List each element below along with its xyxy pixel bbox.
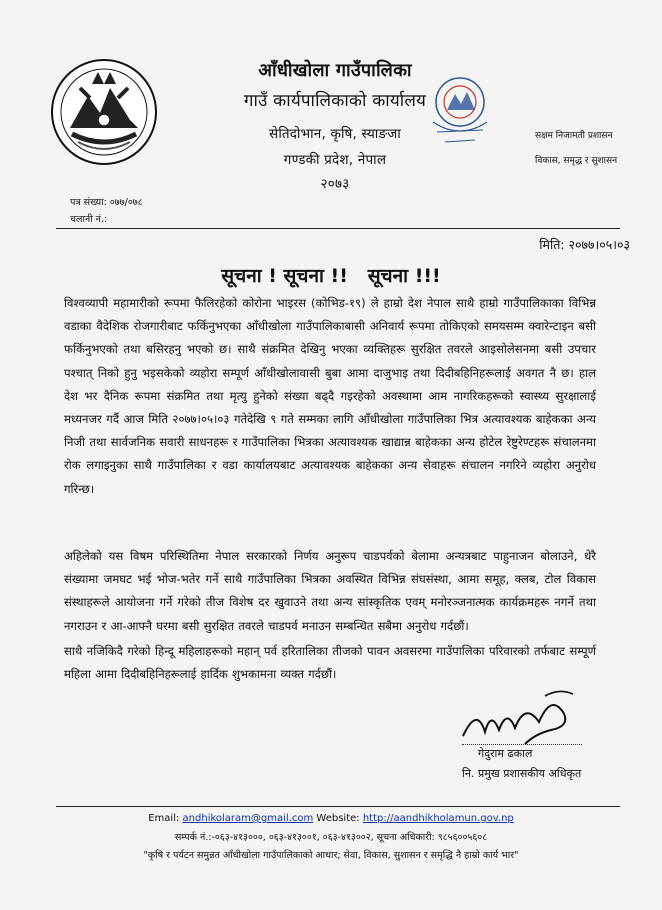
handwritten-signature — [455, 686, 585, 752]
motto-line-2: विकास, समृद्ध र सुशासन — [535, 156, 618, 166]
notice-heading: सूचना ! सूचना !! सूचना !!! — [221, 265, 441, 287]
office-province: गण्डकी प्रदेश, नेपाल — [283, 152, 387, 168]
paragraph-2: अहिलेको यस विषम परिस्थितिमा नेपाल सरकारको निर्णय अनुरूप चाडपर्वको बेलामा अन्यत्रबाट पाहुनाजन बोलाउने, धेरै संख्यामा जमघट भई भोज-भतेर गर्ने साथै गाउँपालिका भित्रका अवस्थित विभिन्न संघसंस्था, आमा समूह, क्लब, टोल विकास संस्थाहरूले आयोजना गर्ने गरेको तीज विशेष दर खुवाउने तथा अन्य सांस्कृतिक एवम् मनोरञ्जनात्मक कार्यक्रमहरू नगर्ने तथा नगराउन र आ-आफ्नै घरमा बसी सुरक्षित तवरले चाडपर्व मनाउन सम्बन्धित सबैमा अनुरोध गर्दछौं। — [64, 549, 596, 633]
municipality-seal-stamp — [415, 72, 505, 150]
footer-contact-links — [0, 813, 662, 824]
office-address: सेतिदोभान, कृषि, स्याङजा — [269, 126, 401, 142]
notice-date: मिति: २०७७।०५।०३ — [539, 237, 630, 252]
footer-phone-numbers: सम्पर्क नं.:-०६३-४१३०००, ०६३-४१३००१, ०६३-४१३००२, सूचना अधिकारी: ९८५६००५६०८ — [174, 832, 488, 843]
email-label: Email: — [148, 813, 180, 824]
signature-line — [462, 744, 582, 745]
motto-line-1: सक्षम निजामती प्रशासन — [535, 131, 613, 141]
paragraph-3: साथै नजिकिदै गरेको हिन्दू महिलाहरूको महान् पर्व हरितालिका तीजको पावन अवसरमा गाउँपालिका परिवारको तर्फबाट सम्पूर्ण महिला आमा दिदीबहिनिहरूलाई हार्दिक शुभकामना व्यक्त गर्दछौं। — [64, 644, 596, 682]
established-year: २०७३ — [320, 176, 350, 192]
website-label: Website: — [316, 813, 360, 824]
paragraph-1: विश्वव्यापी महामारीको रूपमा फैलिरहेको कोरोना भाइरस (कोभिड-१९) ले हाम्रो देश नेपाल साथै हाम्रो गाउँपालिकाका विभिन्न वडाका वैदेशिक रोजगारीबाट फर्किनुभएका आँधीखोला गाउँपालिकाबासी अनिवार्य रूपमा तोकिएको समयसम्म क्वारेन्टाइन बसी फर्किनुभएको तथा बसिरहनु भएको छ। साथै संक्रमित देखिनु भएका व्यक्तिहरू सुरक्षित तवरले आइसोलेसनमा बसी उपचार पश्चात् निको हुनु भइसकेको व्यहोरा सम्पूर्ण आँधीखोलावासी बुबा आमा दाजुभाइ तथा दिदीबहिनिहरूलाई अवगत नै छ। हाल देश भर दैनिक रूपमा संक्रमित तथा मृत्यु हुनेको संख्या बढ्दै गइरहेको अवस्थामा आम नागरिकहरूको स्वास्थ्य सुरक्षालाई मध्यनजर गर्दै आज मिति २०७७।०५।०३ गतेदेखि ९ गते सम्मका लागि आँधीखोला गाउँपालिका भित्र अत्यावश्यक बाहेकका अन्य निजी तथा सार्वजनिक सवारी साधनहरू र गाउँपालिका भित्रका अत्यावश्यक खाद्यान्न बाहेकका अन्य होटेल रेष्टुरेण्टहरू संचालनमा रोक लगाइनुका साथै गाउँपालिका र वडा कार्यालयबाट अत्यावश्यक बाहेकका अन्य सेवाहरू संचालन नगरिने व्यहोरा अनुरोध गरिन्छ। — [64, 296, 596, 496]
letter-number: पत्र संख्या: ०७७/०७८ — [70, 197, 143, 208]
municipality-title: आँधीखोला गाउँपालिका — [258, 60, 412, 81]
website-link[interactable]: http://aandhikholamun.gov.np — [362, 813, 514, 824]
email-link[interactable]: andhikolaram@gmail.com — [182, 813, 314, 824]
footer-divider — [56, 806, 620, 807]
office-name: गाउँ कार्यपालिकाको कार्यालय — [243, 91, 427, 111]
signatory-name: गेदुराम ढकाल — [478, 747, 533, 760]
signatory-title: नि. प्रमुख प्रशासकीय अधिकृत — [462, 767, 582, 780]
footer-slogan: "कृषि र पर्यटन समुन्नत आँधीखोला गाउँपालिकाको आधार; सेवा, विकास, सुशासन र समृद्धि नै हाम्रो कार्य भार" — [143, 850, 519, 861]
header-divider — [56, 228, 620, 229]
nepal-emblem-logo — [50, 58, 158, 166]
dispatch-number: चलानी नं.: — [70, 214, 108, 225]
